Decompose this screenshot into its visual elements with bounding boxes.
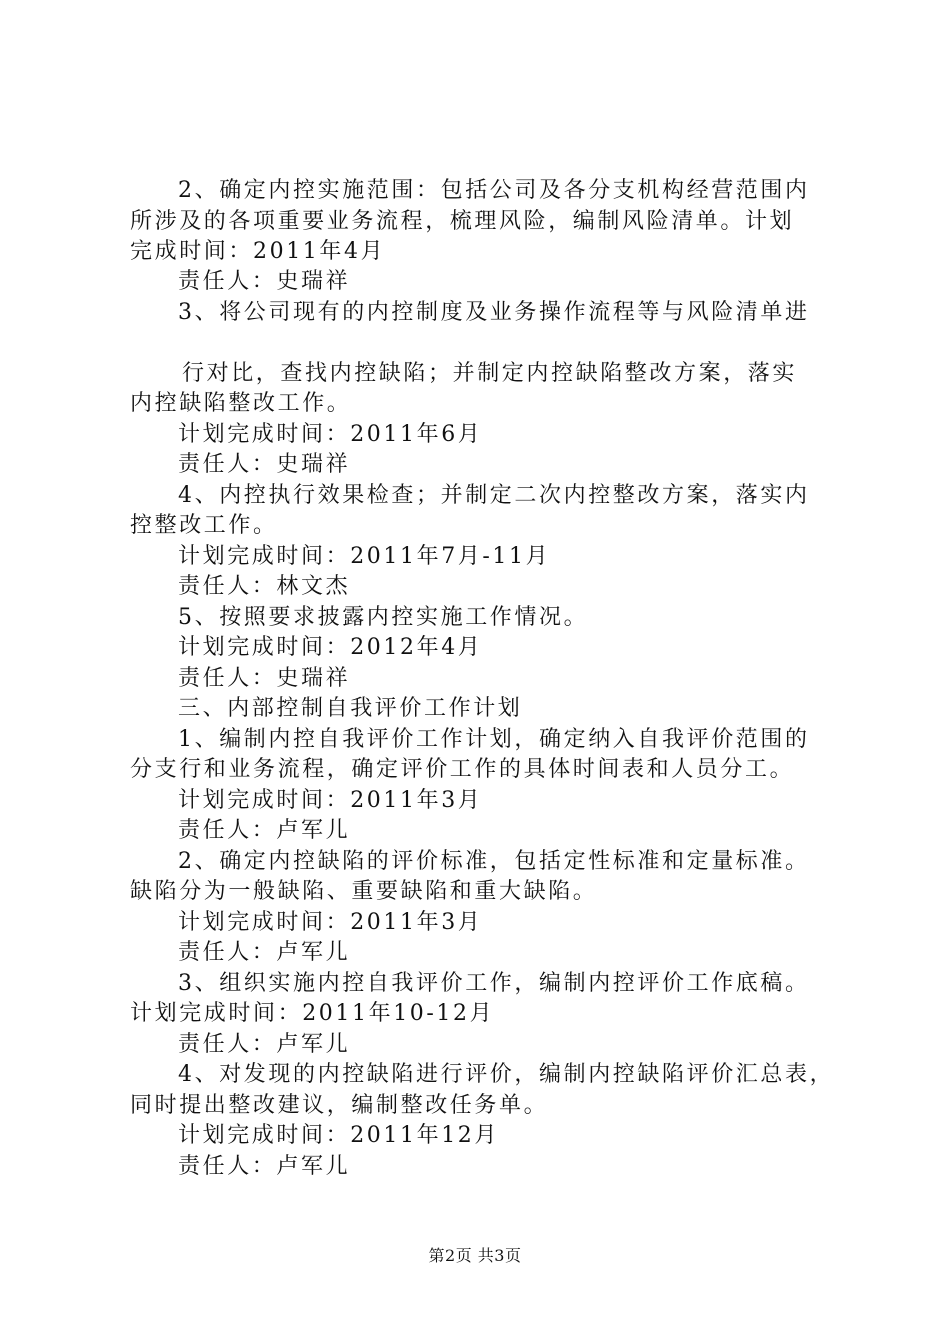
text-line: 5、按照要求披露内控实施工作情况。	[178, 605, 589, 630]
text-line: 责任人：史瑞祥	[178, 452, 351, 477]
text-line: 责任人：史瑞祥	[178, 269, 351, 294]
text-line: 计划完成时间：2011年3月	[178, 910, 483, 935]
text-line: 责任人：卢军儿	[178, 940, 351, 965]
text-line: 分支行和业务流程，确定评价工作的具体时间表和人员分工。	[130, 757, 795, 782]
text-line: 3、组织实施内控自我评价工作，编制内控评价工作底稿。	[178, 971, 810, 996]
text-line: 责任人：卢军儿	[178, 1154, 351, 1179]
text-line: 计划完成时间：2011年7月-11月	[178, 544, 551, 569]
text-line: 2、确定内控缺陷的评价标准，包括定性标准和定量标准。	[178, 849, 810, 874]
text-line: 4、内控执行效果检查；并制定二次内控整改方案，落实内	[178, 483, 810, 508]
page-number-footer: 第2页 共3页	[428, 1246, 522, 1265]
text-line: 计划完成时间：2012年4月	[178, 635, 483, 660]
text-line: 控整改工作。	[130, 513, 278, 538]
text-line: 同时提出整改建议，编制整改任务单。	[130, 1093, 549, 1118]
text-line: 所涉及的各项重要业务流程，梳理风险，编制风险清单。计划	[130, 209, 795, 234]
text-line: 行对比，查找内控缺陷；并制定内控缺陷整改方案，落实	[182, 361, 798, 386]
text-line: 计划完成时间：2011年6月	[178, 422, 483, 447]
text-line: 2、确定内控实施范围：包括公司及各分支机构经营范围内	[178, 178, 810, 203]
text-line: 缺陷分为一般缺陷、重要缺陷和重大缺陷。	[130, 879, 598, 904]
text-line: 内控缺陷整改工作。	[130, 391, 352, 416]
text-line: 责任人：林文杰	[178, 574, 351, 599]
text-line: 计划完成时间：2011年10-12月	[130, 1001, 495, 1026]
text-line: 完成时间：2011年4月	[130, 239, 386, 264]
text-line: 4、对发现的内控缺陷进行评价，编制内控缺陷评价汇总表，	[178, 1062, 835, 1087]
text-line: 计划完成时间：2011年3月	[178, 788, 483, 813]
text-line: 1、编制内控自我评价工作计划，确定纳入自我评价范围的	[178, 727, 810, 752]
text-line: 3、将公司现有的内控制度及业务操作流程等与风险清单进	[178, 300, 810, 325]
text-line: 责任人：史瑞祥	[178, 666, 351, 691]
text-line: 计划完成时间：2011年12月	[178, 1123, 499, 1148]
text-line: 责任人：卢军儿	[178, 818, 351, 843]
text-line: 责任人：卢军儿	[178, 1032, 351, 1057]
section-heading: 三、内部控制自我评价工作计划	[178, 696, 523, 721]
